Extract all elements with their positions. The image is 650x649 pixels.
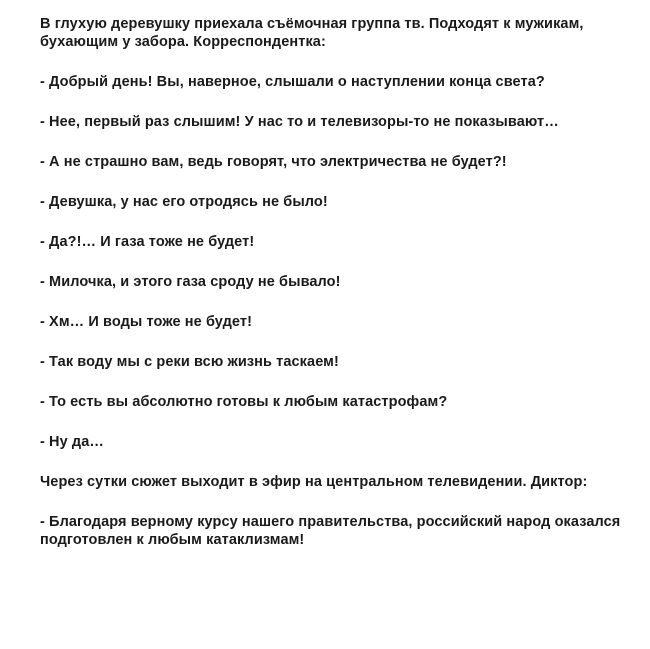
narration-paragraph: Через сутки сюжет выходит в эфир на центральном телевидении. Диктор: xyxy=(40,474,588,490)
dialogue-line: - Да?!… И газа тоже не будет! xyxy=(40,234,255,250)
dialogue-line: - То есть вы абсолютно готовы к любым катастрофам? xyxy=(40,394,448,410)
intro-paragraph: В глухую деревушку приехала съёмочная группа тв. Подходят к мужикам, бухающим у забора. Корреспондентка: xyxy=(40,16,584,50)
joke-text xyxy=(40,15,630,571)
dialogue-line: - Добрый день! Вы, наверное, слышали о наступлении конца света? xyxy=(40,74,545,90)
dialogue-line: - А не страшно вам, ведь говорят, что электричества не будет?! xyxy=(40,154,507,170)
announcer-line: - Благодаря верному курсу нашего правительства, российский народ оказался подготовлен к любым катаклизмам! xyxy=(40,514,621,548)
dialogue-line: - Хм… И воды тоже не будет! xyxy=(40,314,253,330)
dialogue-line: - Ну да… xyxy=(40,434,104,450)
dialogue-line: - Так воду мы с реки всю жизнь таскаем! xyxy=(40,354,339,370)
dialogue-line: - Милочка, и этого газа сроду не бывало! xyxy=(40,274,341,290)
dialogue-line: - Девушка, у нас его отродясь не было! xyxy=(40,194,328,210)
dialogue-line: - Нее, первый раз слышим! У нас то и телевизоры-то не показывают… xyxy=(40,114,559,130)
